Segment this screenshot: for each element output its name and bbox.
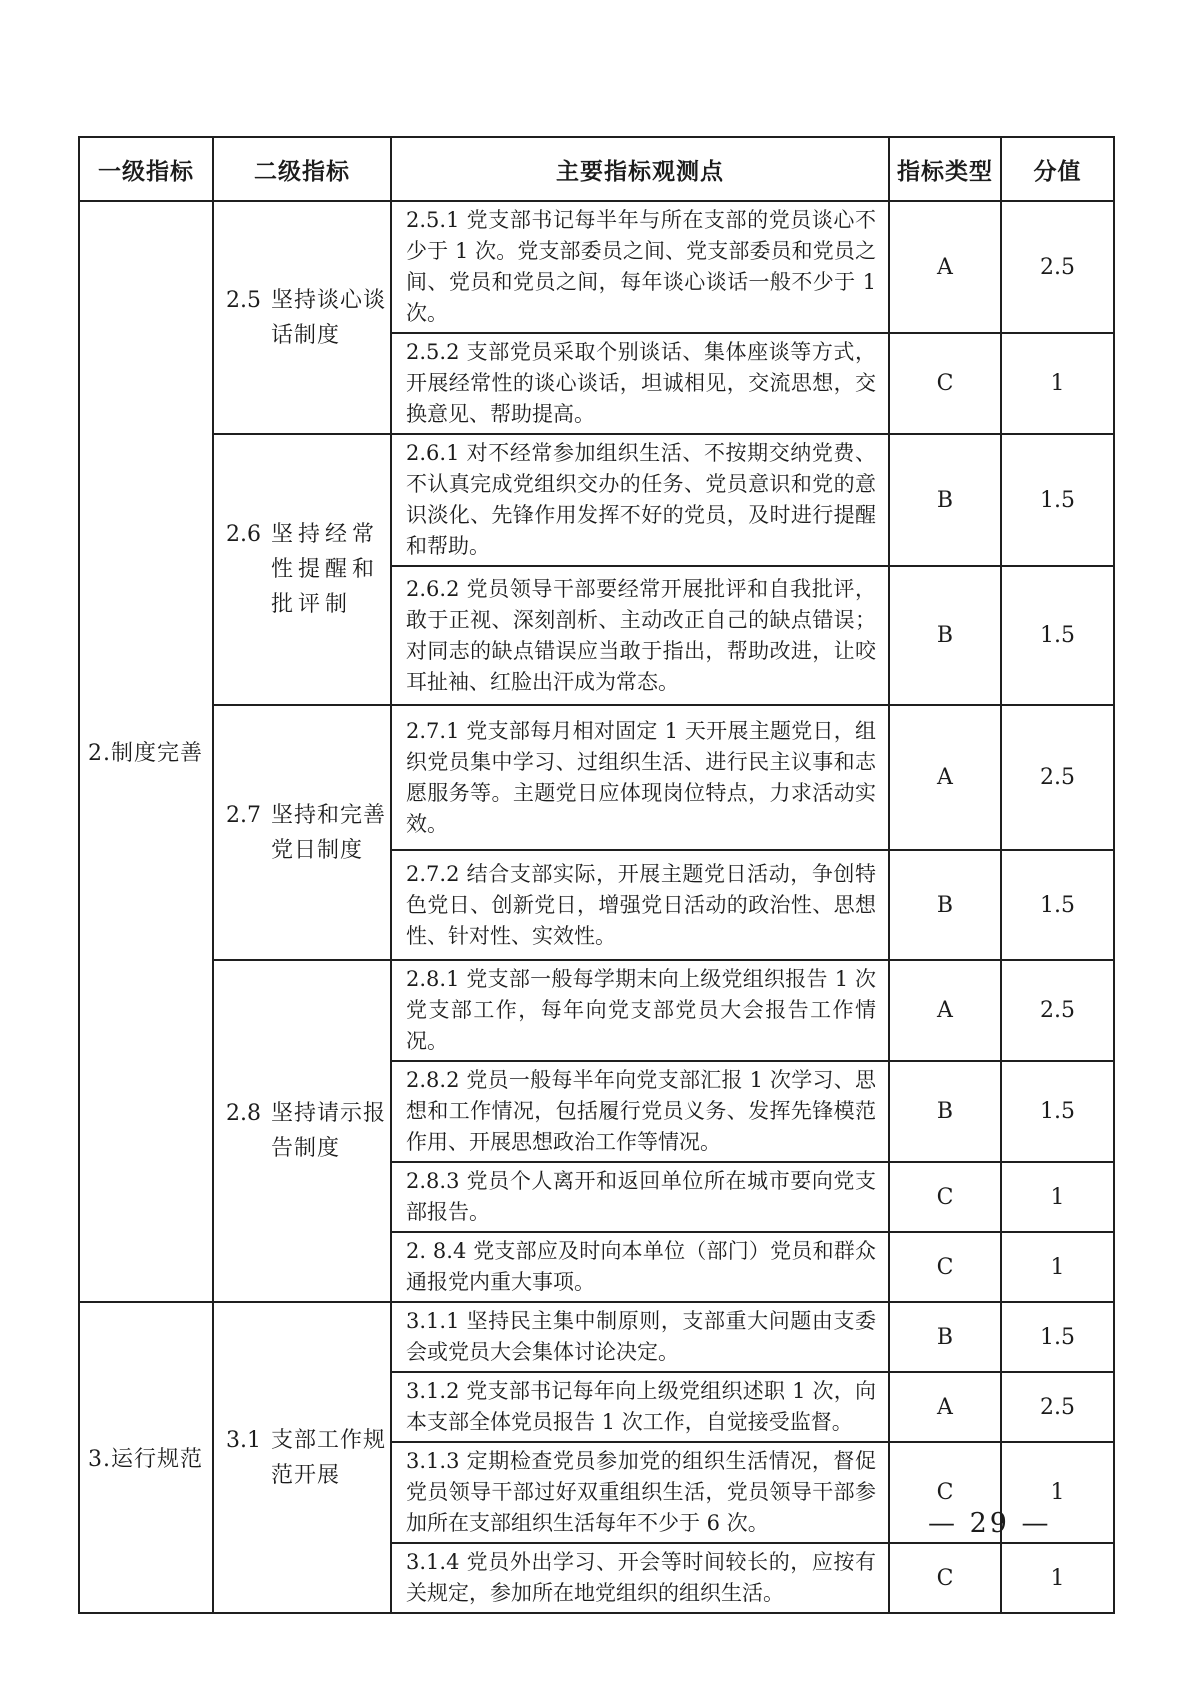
- level2-label: 坚持谈心谈话制度: [271, 287, 387, 348]
- level2-cell: [213, 1302, 391, 1613]
- observation-cell: 2.6.2 党员领导干部要经常开展批评和自我批评，敢于正视、深刻剖析、主动改正自己的缺点错误；对同志的缺点错误应当敢于指出，帮助改进，让咬耳扯袖、红脸出汗成为常态。: [391, 566, 889, 705]
- score-cell: 1.5: [1001, 850, 1114, 960]
- level2-label: 坚持请示报告制度: [271, 1101, 387, 1161]
- level2-cell: [213, 705, 391, 960]
- score-cell: 2.5: [1001, 705, 1114, 850]
- observation-cell: 2.6.1 对不经常参加组织生活、不按期交纳党费、不认真完成党组织交办的任务、党员意识和党的意识淡化、先锋作用发挥不好的党员，及时进行提醒和帮助。: [391, 434, 889, 566]
- header-cell-type: 指标类型: [889, 137, 1001, 201]
- level2-number: 2.5: [226, 287, 261, 313]
- page-number: — 29 —: [928, 1508, 1052, 1539]
- score-cell: 1.5: [1001, 1061, 1114, 1162]
- header-cell-level1: 一级指标: [79, 137, 213, 201]
- score-cell: 1.5: [1001, 1302, 1114, 1372]
- type-cell: B: [889, 566, 1001, 705]
- level2-label-block: [214, 1423, 390, 1493]
- score-cell: 1: [1001, 1442, 1114, 1543]
- score-cell: 1: [1001, 1543, 1114, 1613]
- score-cell: 1: [1001, 333, 1114, 434]
- type-cell: C: [889, 1162, 1001, 1232]
- type-cell: B: [889, 1302, 1001, 1372]
- type-cell: B: [889, 850, 1001, 960]
- type-cell: B: [889, 434, 1001, 566]
- level2-label-block: [214, 798, 390, 868]
- level2-cell: [213, 434, 391, 705]
- table-row: [79, 434, 1114, 566]
- level2-label-block: [214, 517, 390, 622]
- observation-cell: 2. 8.4 党支部应及时向本单位（部门）党员和群众通报党内重大事项。: [391, 1232, 889, 1302]
- level1-cell: 2.制度完善: [79, 201, 213, 1302]
- indicator-table: [78, 136, 1115, 1614]
- type-cell: A: [889, 705, 1001, 850]
- type-cell: C: [889, 333, 1001, 434]
- level2-cell: [213, 960, 391, 1302]
- level2-number: 2.6: [226, 522, 261, 547]
- table-header-row: [79, 137, 1114, 201]
- score-cell: 1: [1001, 1162, 1114, 1232]
- type-cell: C: [889, 1543, 1001, 1613]
- level2-label-block: [214, 1096, 390, 1166]
- observation-cell: 2.8.3 党员个人离开和返回单位所在城市要向党支部报告。: [391, 1162, 889, 1232]
- score-cell: 2.5: [1001, 960, 1114, 1061]
- type-cell: C: [889, 1442, 1001, 1543]
- table-row: [79, 960, 1114, 1061]
- type-cell: A: [889, 1372, 1001, 1442]
- level2-number: 3.1: [226, 1427, 261, 1453]
- header-cell-observation: 主要指标观测点: [391, 137, 889, 201]
- level2-label: 坚持经常性提醒和批评制: [271, 522, 380, 617]
- level2-number: 2.7: [226, 802, 261, 828]
- header-cell-level2: 二级指标: [213, 137, 391, 201]
- level2-number: 2.8: [226, 1101, 261, 1126]
- level2-cell: [213, 201, 391, 434]
- score-cell: 2.5: [1001, 201, 1114, 333]
- table-row: [79, 1302, 1114, 1372]
- observation-cell: 2.5.2 支部党员采取个别谈话、集体座谈等方式，开展经常性的谈心谈话，坦诚相见，交流思想，交换意见、帮助提高。: [391, 333, 889, 434]
- type-cell: C: [889, 1232, 1001, 1302]
- observation-cell: 3.1.1 坚持民主集中制原则，支部重大问题由支委会或党员大会集体讨论决定。: [391, 1302, 889, 1372]
- level2-label: 支部工作规范开展: [271, 1427, 387, 1488]
- observation-cell: 2.8.1 党支部一般每学期末向上级党组织报告 1 次党支部工作，每年向党支部党员大会报告工作情况。: [391, 960, 889, 1061]
- observation-cell: 2.8.2 党员一般每半年向党支部汇报 1 次学习、思想和工作情况，包括履行党员义务、发挥先锋模范作用、开展思想政治工作等情况。: [391, 1061, 889, 1162]
- observation-cell: 2.5.1 党支部书记每半年与所在支部的党员谈心不少于 1 次。党支部委员之间、党支部委员和党员之间、党员和党员之间，每年谈心谈话一般不少于 1 次。: [391, 201, 889, 333]
- table-row: [79, 201, 1114, 333]
- level2-label: 坚持和完善党日制度: [271, 802, 387, 863]
- observation-cell: 3.1.2 党支部书记每年向上级党组织述职 1 次，向本支部全体党员报告 1 次工作，自觉接受监督。: [391, 1372, 889, 1442]
- observation-cell: 2.7.1 党支部每月相对固定 1 天开展主题党日，组织党员集中学习、过组织生活、进行民主议事和志愿服务等。主题党日应体现岗位特点，力求活动实效。: [391, 705, 889, 850]
- score-cell: 1.5: [1001, 434, 1114, 566]
- type-cell: A: [889, 960, 1001, 1061]
- score-cell: 1.5: [1001, 566, 1114, 705]
- level2-label-block: [214, 283, 390, 353]
- header-cell-score: 分值: [1001, 137, 1114, 201]
- score-cell: 2.5: [1001, 1372, 1114, 1442]
- observation-cell: 3.1.3 定期检查党员参加党的组织生活情况，督促党员领导干部过好双重组织生活，党员领导干部参加所在支部组织生活每年不少于 6 次。: [391, 1442, 889, 1543]
- observation-cell: 3.1.4 党员外出学习、开会等时间较长的，应按有关规定，参加所在地党组织的组织生活。: [391, 1543, 889, 1613]
- observation-cell: 2.7.2 结合支部实际，开展主题党日活动，争创特色党日、创新党日，增强党日活动的政治性、思想性、针对性、实效性。: [391, 850, 889, 960]
- type-cell: B: [889, 1061, 1001, 1162]
- score-cell: 1: [1001, 1232, 1114, 1302]
- table-row: [79, 705, 1114, 850]
- type-cell: A: [889, 201, 1001, 333]
- level1-cell: 3.运行规范: [79, 1302, 213, 1613]
